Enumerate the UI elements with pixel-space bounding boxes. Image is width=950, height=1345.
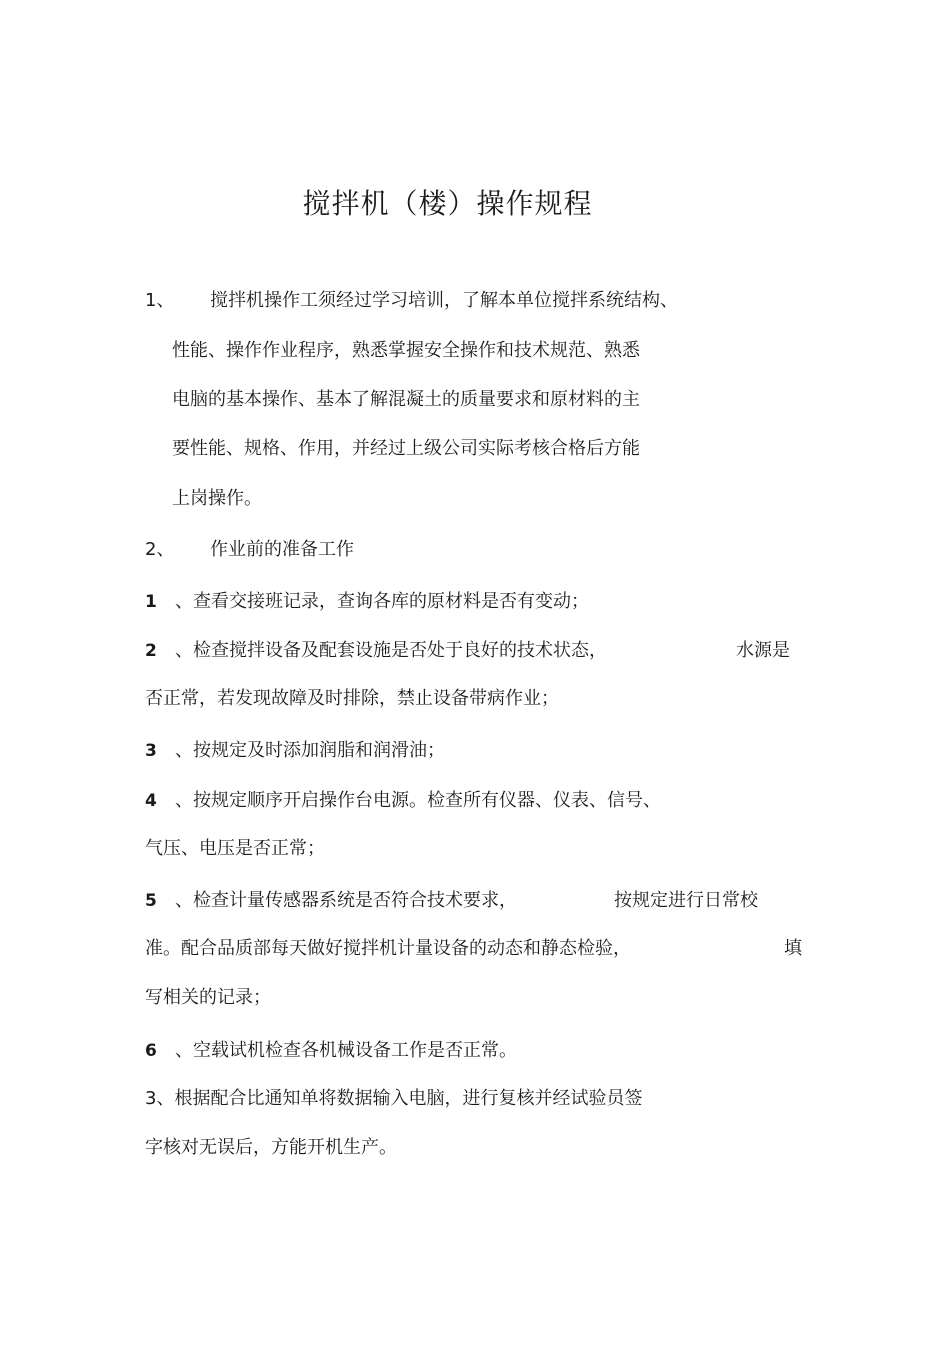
item2-number: 2、 — [145, 539, 175, 560]
item1-line: 性能、操作作业程序，熟悉掌握安全操作和技术规范、熟悉 — [172, 340, 640, 361]
page-title: 搅拌机（楼）操作规程 — [302, 187, 593, 220]
sub-item-number: 1 — [145, 592, 157, 612]
sub-item-text: 、按规定顺序开启操作台电源。检查所有仪器、仪表、信号、 — [175, 790, 661, 811]
item1-number: 1、 — [145, 290, 175, 311]
sub-item-text: 按规定进行日常校 — [614, 890, 758, 911]
sub-item-number: 6 — [145, 1041, 157, 1061]
sub-item-continuation: 气压、电压是否正常； — [145, 838, 325, 859]
item3-line: 字核对无误后，方能开机生产。 — [145, 1137, 397, 1158]
sub-item-continuation: 否正常，若发现故障及时排除，禁止设备带病作业； — [145, 688, 559, 709]
item3-line: 3、根据配合比通知单将数据输入电脑，进行复核并经试验员签 — [145, 1088, 643, 1109]
sub-item-continuation: 写相关的记录； — [145, 987, 271, 1008]
sub-item-number: 5 — [145, 891, 157, 911]
sub-item-number: 2 — [145, 641, 157, 661]
sub-item-number: 4 — [145, 791, 157, 811]
sub-item-text: 、按规定及时添加润脂和润滑油； — [175, 740, 445, 761]
item1-line: 上岗操作。 — [172, 488, 262, 509]
sub-item-text: 、空载试机检查各机械设备工作是否正常。 — [175, 1040, 517, 1061]
item1-line: 搅拌机操作工须经过学习培训，了解本单位搅拌系统结构、 — [210, 290, 678, 311]
sub-item-continuation: 准。配合品质部每天做好搅拌机计量设备的动态和静态检验， — [145, 938, 631, 959]
sub-item-text: 、检查计量传感器系统是否符合技术要求， — [175, 890, 517, 911]
sub-item-text: 、查看交接班记录，查询各库的原材料是否有变动； — [175, 591, 589, 612]
sub-item-continuation: 填 — [784, 938, 802, 959]
sub-item-text: 、检查搅拌设备及配套设施是否处于良好的技术状态， — [175, 640, 607, 661]
sub-item-number: 3 — [145, 741, 157, 761]
item1-line: 要性能、规格、作用，并经过上级公司实际考核合格后方能 — [172, 438, 640, 459]
item2-heading: 作业前的准备工作 — [210, 539, 354, 560]
sub-item-text: 水源是 — [736, 640, 790, 661]
item1-line: 电脑的基本操作、基本了解混凝土的质量要求和原材料的主 — [172, 389, 640, 410]
